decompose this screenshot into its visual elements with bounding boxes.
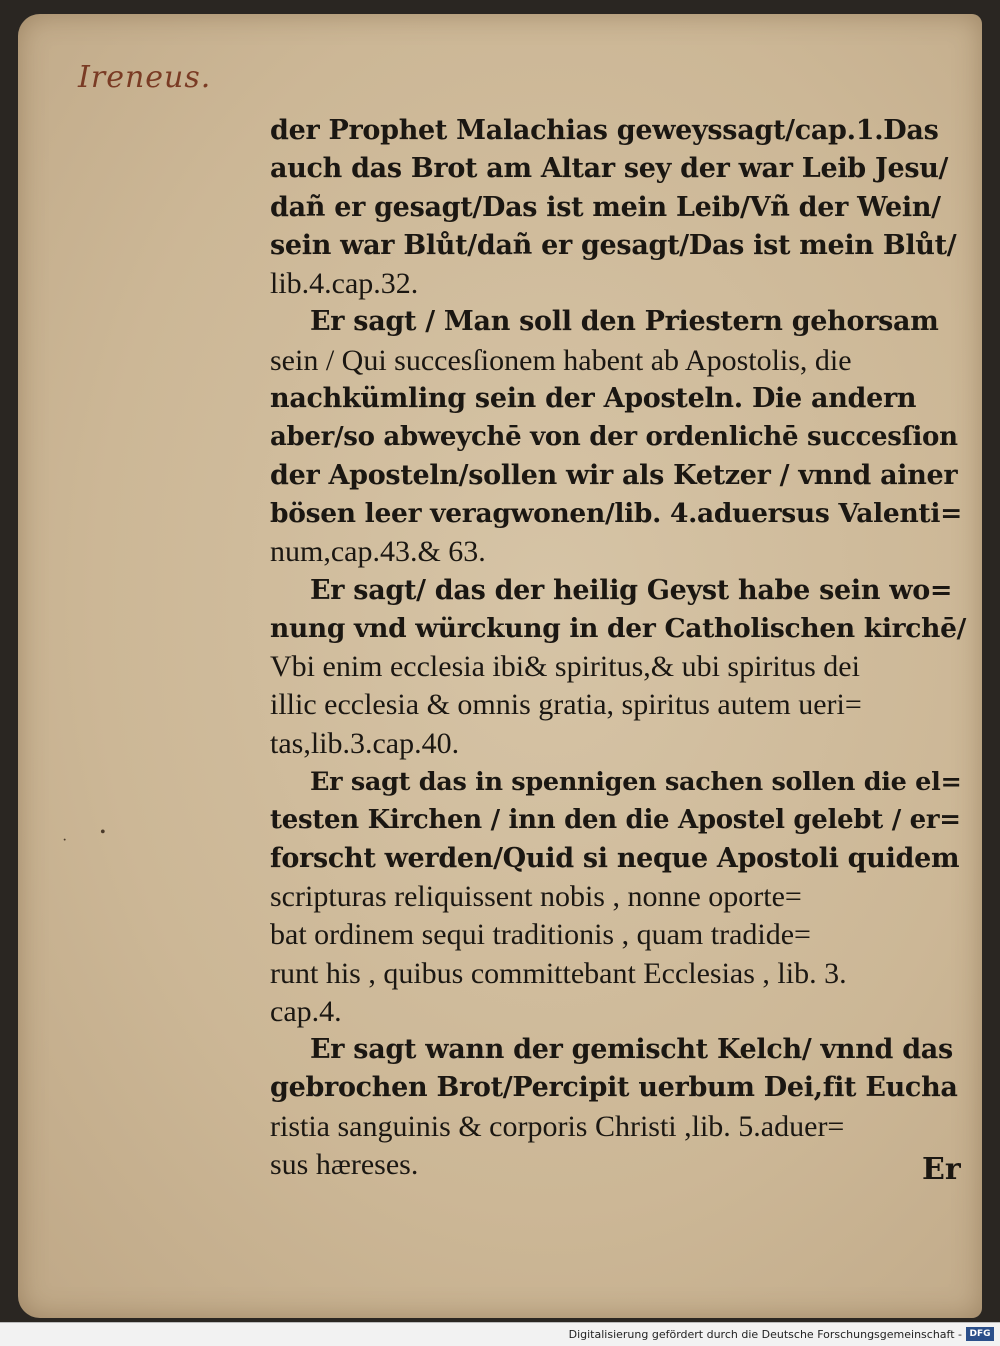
text-line: bat ordinem sequi traditionis , quam tradide= [270, 918, 811, 952]
text-line: aber/so abweychē von der ordenlichē succesſion [270, 422, 958, 453]
text-line: runt his , quibus committebant Ecclesias , lib. 3. [270, 956, 847, 990]
text-line: der Aposteln/sollen wir als Ketzer / vnnd ainer [270, 459, 958, 491]
page-text-block [270, 112, 970, 1184]
text-line: tas,lib.3.cap.40. [270, 726, 460, 760]
text-line: Er sagt wann der gemischt Kelch/ vnnd das [310, 1034, 953, 1066]
text-line: Er sagt/ das der heilig Geyst habe sein wo= [310, 574, 953, 606]
text-line: gebrochen Brot/Percipit uerbum Dei,fit Eucha [270, 1072, 958, 1104]
text-line: lib.4.cap.32. [270, 267, 419, 301]
text-line: Er sagt das in spennigen sachen sollen die el= [310, 767, 962, 798]
text-line: ristia sanguinis & corporis Christi ,lib. 5.aduer= [270, 1109, 845, 1143]
digitization-footer [0, 1322, 1000, 1346]
book-page [18, 14, 982, 1318]
text-line: sus hæreses. [270, 1148, 419, 1182]
text-line: der Prophet Malachias geweyssagt/cap.1.Das [270, 115, 939, 146]
dfg-logo: DFG [966, 1327, 994, 1341]
catchword: Er [922, 1152, 961, 1187]
text-line: bösen leer veragwonen/lib. 4.aduersus Valenti= [270, 497, 963, 529]
footer-credit: Digitalisierung gefördert durch die Deutsche Forschungsgemeinschaft - [568, 1328, 962, 1341]
text-line: Er sagt / Man soll den Priestern gehorsam [310, 306, 939, 338]
text-line: illic ecclesia & omnis gratia, spiritus autem ueri= [270, 688, 862, 722]
margin-annotation: Ireneus. [78, 60, 212, 95]
text-line: num,cap.43.& 63. [270, 535, 486, 569]
text-line: nung vnd würckung in der Catholischen kirchē/ [270, 612, 967, 644]
text-line: nachkümling sein der Aposteln. Die andern [270, 383, 917, 415]
text-line: forscht werden/Quid si neque Apostoli quidem [270, 842, 960, 874]
text-line: sein war Blůt/dañ er gesagt/Das ist mein Blůt/ [270, 229, 957, 261]
text-line: scripturas reliquissent nobis , nonne oporte= [270, 879, 802, 913]
text-line: sein / Qui succesſionem habent ab Apostolis, die [270, 343, 852, 377]
text-line: auch das Brot am Altar sey der war Leib Jesu/ [270, 153, 949, 185]
ink-mark: · [62, 832, 68, 849]
text-line: testen Kirchen / inn den die Apostel gelebt / er= [270, 805, 961, 836]
text-line: dañ er gesagt/Das ist mein Leib/Vñ der Wein/ [270, 191, 941, 223]
ink-mark: • [100, 824, 106, 841]
text-line: cap.4. [270, 994, 342, 1028]
text-line: Vbi enim ecclesia ibi& spiritus,& ubi spiritus dei [270, 650, 860, 684]
